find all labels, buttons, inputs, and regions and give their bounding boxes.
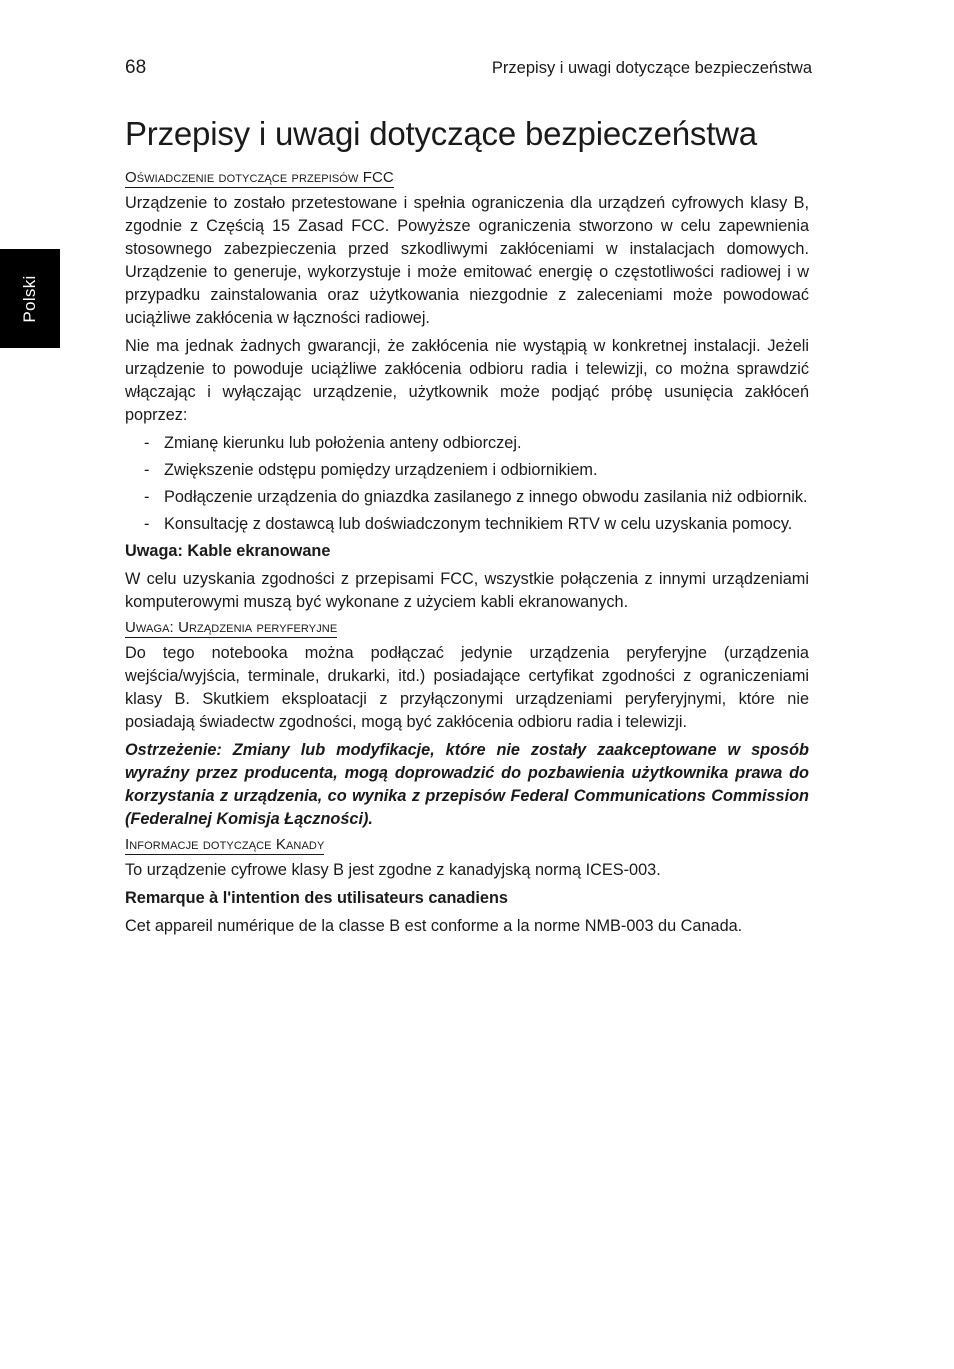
dash-marker: - [144, 434, 150, 452]
dash-marker: - [144, 515, 150, 533]
page-content [125, 115, 809, 943]
list-item [125, 432, 809, 455]
running-header: Przepisy i uwagi dotyczące bezpieczeństwa [491, 59, 812, 77]
list-item [125, 486, 809, 509]
fcc-section-heading: Oświadczenie dotyczące przepisów FCC [125, 169, 394, 186]
shielded-cables-text: W celu uzyskania zgodności z przepisami FCC, wszystkie połączenia z innymi urządzeniami komputerowymi muszą być wykonane z użyciem kabli ekranowanych. [125, 570, 809, 611]
peripherals-text: Do tego notebooka można podłączać jedynie urządzenia peryferyjne (urządzenia wejścia/wyjścia, terminale, drukarki, itd.) posiadające certyfikat zgodności z ograniczeniami klasy B. Skutkiem eksploatacji z przyłączonymi urządzeniami peryferyjnymi, które nie posiadają świadectw zgodności, mogą być zakłócenia odbioru radia i telewizji. [125, 644, 809, 731]
peripherals-section-heading: Uwaga: Urządzenia peryferyjne [125, 619, 338, 636]
page-title: Przepisy i uwagi dotyczące bezpieczeństwa [125, 115, 757, 152]
fcc-paragraph-1: Urządzenie to zostało przetestowane i spełnia ograniczenia dla urządzeń cyfrowych klasy B, zgodnie z Częścią 15 Zasad FCC. Powyższe ograniczenia stworzono w celu zapewnienia stosownego zabezpieczenia przed szkodliwymi zakłóceniami w instalacjach domowych. Urządzenie to generuje, wykorzystuje i może emitować energię o częstotliwości radiowej i w przypadku zainstalowania oraz użytkowania niezgodnie z zaleceniami może powodować uciążliwe zakłócenia w łączności radiowej. [125, 194, 809, 327]
list-item [125, 459, 809, 482]
dash-marker: - [144, 488, 150, 506]
remarque-text: Cet appareil numérique de la classe B est conforme a la norme NMB-003 du Canada. [125, 917, 743, 935]
list-item-text: Podłączenie urządzenia do gniazdka zasilanego z innego obwodu zasilania niż odbiornik. [164, 488, 808, 506]
modification-warning: Ostrzeżenie: Zmiany lub modyfikacje, które nie zostały zaakceptowane w sposób wyraźny przez producenta, mogą doprowadzić do pozbawienia użytkownika prawa do korzystania z urządzenia, co wynika z przepisów Federal Communications Commission (Federalnej Komisja Łączności). [125, 741, 809, 828]
list-item-text: Konsultację z dostawcą lub doświadczonym technikiem RTV w celu uzyskania pomocy. [164, 515, 793, 533]
language-side-tab-label: Polski [20, 274, 39, 323]
interference-remedies-list [125, 432, 809, 536]
page-number: 68 [125, 57, 147, 78]
canada-text: To urządzenie cyfrowe klasy B jest zgodne z kanadyjską normą ICES-003. [125, 861, 661, 879]
list-item-text: Zwiększenie odstępu pomiędzy urządzeniem i odbiornikiem. [164, 461, 598, 479]
fcc-paragraph-2: Nie ma jednak żadnych gwarancji, że zakłócenia nie wystąpią w konkretnej instalacji. Jeżeli urządzenie to powoduje uciążliwe zakłócenia odbioru radia i telewizji, co można sprawdzić włączając i wyłączając urządzenie, użytkownik może podjąć próbę usunięcia zakłóceń poprzez: [125, 337, 809, 424]
remarque-heading: Remarque à l'intention des utilisateurs canadiens [125, 889, 508, 907]
canada-section-heading: Informacje dotyczące Kanady [125, 836, 325, 853]
language-side-tab [0, 249, 60, 348]
dash-marker: - [144, 461, 150, 479]
list-item [125, 513, 809, 536]
list-item-text: Zmianę kierunku lub położenia anteny odbiorczej. [164, 434, 522, 452]
shielded-cables-heading: Uwaga: Kable ekranowane [125, 542, 331, 560]
